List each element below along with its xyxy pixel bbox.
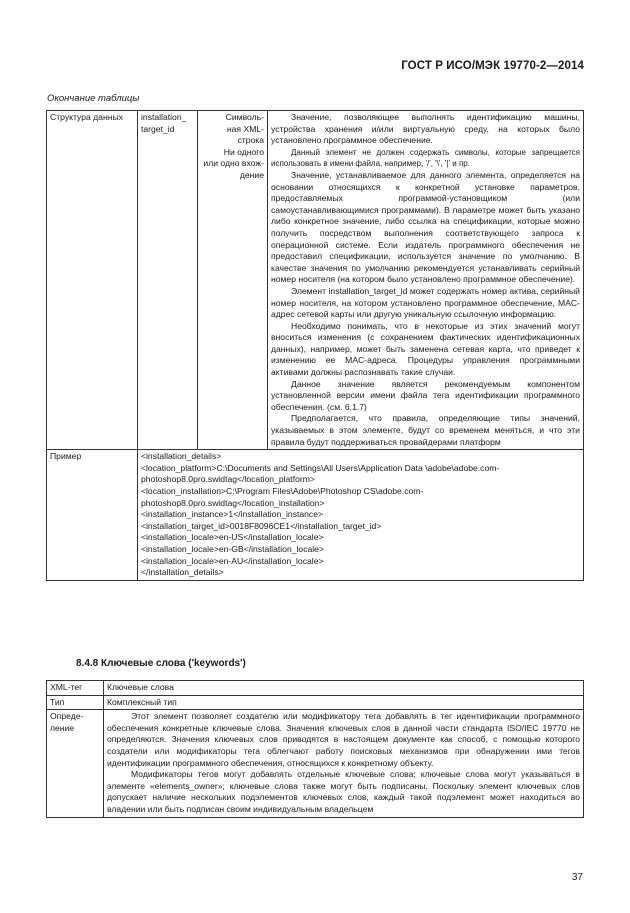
- code-line: </installation_details>: [141, 567, 224, 578]
- description-paragraph: Элемент installation_target_id может содержать номер актива, серийный номер носителя, на котором установлено программное обеспечение, MAC-адрес сетевой карты или другую уникальную ссылочную информацию.: [271, 285, 580, 320]
- description-paragraph: Данное значение является рекомендуемым компонентом установленной версии имени файла тега идентификации программного обеспечения. (см. 6.1.7): [271, 378, 580, 412]
- cell-value: Ключевые слова: [104, 681, 584, 696]
- code-line: <installation_target_id>0018F8096CE1</installation_target_id>: [141, 520, 382, 531]
- page-number: 37: [571, 872, 583, 883]
- type-line: ная XML-строка: [226, 123, 264, 146]
- type-line: дение: [239, 169, 264, 180]
- type-line: или одно вхож-: [203, 158, 264, 169]
- table-row: [47, 450, 584, 581]
- code-line: <installation_locale>en-GB</installation_locale>: [141, 543, 324, 554]
- table-row: [47, 710, 584, 817]
- cell-description: [268, 111, 584, 450]
- code-line: <installation_details>: [141, 451, 222, 462]
- table-row: [47, 681, 584, 696]
- keywords-table: [46, 680, 584, 818]
- description-paragraph: Данный элемент не должен содержать символы, которые запрещается использовать в имени файла, например, '/', '\', '|' и пр.: [271, 147, 580, 169]
- code-line: <installation_locale>en-US</installation_locale>: [141, 532, 324, 543]
- cell-label: XML-тег: [47, 681, 104, 696]
- definition-paragraph: Модификаторы тегов могут добавлять отдельные ключевые слова; ключевые слова могут указываться в элементе «elements_owner»; ключевые слова также могут быть подписаны. Поскольку элемент ключевых слов допускает наличие нескольких подэлементов ключевых слов, каждый такой подэлемент может находиться во владении или быть подписан своим индивидуальным владельцем: [107, 769, 580, 814]
- table-row: [47, 695, 584, 710]
- cell-label: Опреде-ление: [47, 710, 104, 817]
- table-continuation: [46, 110, 584, 581]
- definition-paragraph: Этот элемент позволяет создателю или модификатору тега добавлять в тег идентификации программного обеспечения конкретные ключевые слова. Значения ключевых слов в данной части стандарта ISO/IEC 19770 не определяются. Значения ключевых слов приводятся в настоящем документе как способ, с помощью которого создатели или модификаторы тега облегчают работу поисковых механизмов при обнаружении ими тегов идентификации программного обеспечения, относящихся к конкретному объекту.: [107, 711, 580, 768]
- cell-example-label: Пример: [47, 450, 138, 581]
- code-line: <installation_instance>1</installation_instance>: [141, 509, 324, 520]
- code-line: <installation_locale>en-AU</installation_locale>: [141, 555, 324, 566]
- description-paragraph: Необходимо понимать, что в некоторые из этих значений могут вноситься изменения (с сохранением фактических идентификационных данных), например, может быть заменена сетевая карта, что приведет к изменению ее MAC-адреса. Процедуры управления программными активами должны распознавать такие случаи.: [271, 320, 580, 378]
- description-paragraph: Значение, позволяющее выполнять идентификацию машины, устройства хранения и/или виртуальную среду, на которых было установлено программное обеспечение.: [271, 112, 580, 146]
- table-caption: Окончание таблицы: [47, 93, 140, 104]
- code-line: <location_installation>C:\Program Files\Adobe\Photoshop CS\adobe.com-photoshop8.0pro.swidtag</location_installation>: [141, 486, 424, 508]
- cell-label: Тип: [47, 695, 104, 710]
- cell-type: [198, 111, 268, 450]
- description-paragraph: Значение, устанавливаемое для данного элемента, определяется на основании относящихся к конкретной установке параметров, предоставляемых программой-установщиком (или самоустанавливающимися программами). В параметре может быть указано либо конкретное значение, либо ссылка на спецификации, которые можно получить посредством выполнения соответствующего запроса к операционной системе. Если издатель программного обеспечения не предоставил спецификации, используется значение по умолчанию. В качестве значения по умолчанию рекомендуется устанавливать серийный номер носителя (на котором было установлено программное обеспечение).: [271, 169, 580, 285]
- cell-definition: [104, 710, 584, 817]
- document-header: ГОСТ Р ИСО/МЭК 19770-2—2014: [401, 60, 584, 72]
- cell-structure: Структура данных: [47, 111, 138, 450]
- cell-example-code: [138, 450, 584, 581]
- type-line: Символь-: [225, 112, 264, 122]
- cell-element-name: installation_ target_id: [138, 111, 198, 450]
- description-paragraph: Предполагается, что правила, определяющие типы значений, указываемых в этом элементе, будут со временем меняться, и что эти правила будут поддерживаться провайдерами платформ: [271, 413, 580, 447]
- code-line: <location_platform>C:\Documents and Settings\All Users\Application Data \adobe\adobe.com-photoshop8.0pro.swidtag</location_platform>: [141, 462, 500, 485]
- section-heading: 8.4.8 Ключевые слова ('keywords'): [76, 658, 246, 669]
- table-row: [47, 111, 584, 450]
- type-line: Ни одного: [223, 146, 264, 157]
- cell-value: Комплексный тип: [104, 695, 584, 710]
